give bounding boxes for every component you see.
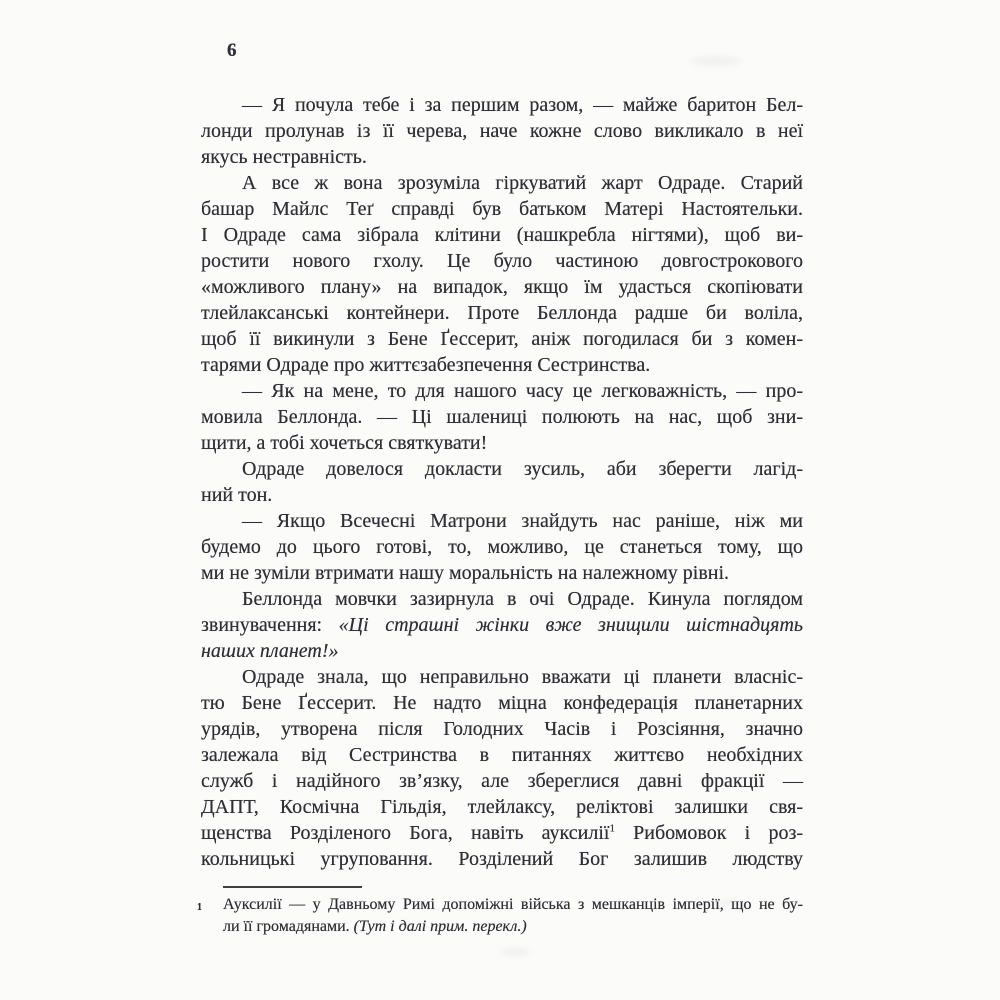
- text-segment: Одраде знала, що неправильно вважати ці планети власніс-: [242, 666, 803, 688]
- text-segment: «Ці страшні жінки вже знищили шістнадцять: [338, 614, 803, 636]
- text-segment: ли її громадянами.: [223, 918, 354, 935]
- paragraph: [201, 92, 803, 170]
- text-segment: ДАПТ, Космічна Гільдія, тлейлаксу, реліктові залишки свя-: [201, 796, 803, 818]
- text-segment: наших планет!»: [201, 640, 339, 662]
- text-line: [201, 690, 803, 716]
- text-line: [201, 352, 803, 378]
- text-segment: якусь нестравність.: [201, 146, 367, 168]
- text-line: [201, 196, 803, 222]
- text-segment: Ауксилії — у Давньому Римі допоміжні війська з мешканців імперії, що не бу-: [223, 896, 803, 913]
- body-text: [201, 92, 803, 872]
- paragraph: [201, 170, 803, 378]
- text-line: [201, 846, 803, 872]
- text-segment: урядів, утворена після Голодних Часів і Розсіяння, значно: [201, 718, 803, 740]
- text-segment: А все ж вона зрозуміла гіркуватий жарт Одраде. Старий: [242, 172, 803, 194]
- text-segment: Рибомовок і роз-: [614, 822, 803, 844]
- text-segment: тлейлаксанські контейнери. Проте Беллонда радше би воліла,: [201, 302, 803, 324]
- text-segment: залежала від Сестринства в питаннях життєво необхідних: [201, 744, 803, 766]
- text-line: [223, 894, 803, 916]
- text-line: [223, 916, 803, 938]
- text-segment: Одраде довелося докласти зусиль, аби зберегти лагід-: [242, 458, 803, 480]
- text-line: [201, 794, 803, 820]
- paragraph: [201, 586, 803, 664]
- text-segment: «можливого плану» на випадок, якщо їм удасться скопіювати: [201, 276, 803, 298]
- text-segment: щенства Розділеного Бога, навіть ауксилії: [201, 822, 610, 844]
- text-segment: щоб її викинули з Бене Ґессерит, аніж погодилася би з комен-: [201, 328, 803, 350]
- text-line: [201, 534, 803, 560]
- footnote-ref: 1: [609, 822, 615, 835]
- text-line: [201, 742, 803, 768]
- text-segment: І Одраде сама зібрала клітини (нашкребла нігтями), щоб ви-: [201, 224, 803, 246]
- text-line: [201, 378, 803, 404]
- text-segment: служб і надійного зв’язку, але збереглися давні фракції —: [201, 770, 803, 792]
- text-segment: тарями Одраде про життєзабезпечення Сестринства.: [201, 354, 651, 376]
- footnote: [197, 894, 803, 938]
- text-line: [201, 170, 803, 196]
- text-segment: башар Майлс Теґ справді був батьком Матері Настоятельки.: [201, 198, 803, 220]
- text-segment: — Як на мене, то для нашого часу це легковажність, — про-: [242, 380, 803, 402]
- paragraph: [201, 664, 803, 872]
- paragraph: [201, 378, 803, 456]
- text-line: [201, 144, 803, 170]
- scan-smudge: [500, 948, 530, 956]
- text-segment: ростити нового гхолу. Це було частиною довгострокового: [201, 250, 803, 272]
- text-line: [201, 222, 803, 248]
- text-segment: щити, а тобі хочеться святкувати!: [201, 432, 488, 454]
- text-segment: кольницькі угруповання. Розділений Бог залишив людству: [201, 848, 803, 870]
- text-segment: тю Бене Ґессерит. Не надто міцна конфедерація планетарних: [201, 692, 803, 714]
- text-line: [201, 248, 803, 274]
- text-segment: мовила Беллонда. — Ці шалениці полюють на нас, щоб зни-: [201, 406, 803, 428]
- text-line: [201, 92, 803, 118]
- page-number: 6: [227, 40, 237, 61]
- text-line: [201, 456, 803, 482]
- text-line: [201, 404, 803, 430]
- text-segment: ми не зуміли втримати нашу моральність на належному рівні.: [201, 562, 730, 584]
- text-line: [201, 300, 803, 326]
- text-line: [201, 586, 803, 612]
- text-line: [201, 638, 803, 664]
- text-line: [201, 326, 803, 352]
- text-line: [201, 716, 803, 742]
- text-line: [201, 508, 803, 534]
- text-segment: ний тон.: [201, 484, 273, 506]
- text-segment: (Тут і далі прим. перекл.): [353, 918, 527, 935]
- text-line: [201, 118, 803, 144]
- text-line: [201, 820, 803, 846]
- paragraph: [201, 456, 803, 508]
- text-segment: Беллонда мовчки зазирнула в очі Одраде. Кинула поглядом: [242, 588, 803, 610]
- text-line: [201, 274, 803, 300]
- text-line: [201, 612, 803, 638]
- text-segment: — Я почула тебе і за першим разом, — майже баритон Бел-: [242, 94, 803, 116]
- footnote-text: [223, 894, 803, 938]
- paragraph: [201, 508, 803, 586]
- text-line: [201, 482, 803, 508]
- footnote-separator: [223, 886, 362, 888]
- text-line: [201, 430, 803, 456]
- text-line: [201, 664, 803, 690]
- scan-smudge: [690, 56, 742, 66]
- text-segment: будемо до цього готові, то, можливо, це станеться тому, що: [201, 536, 803, 558]
- text-line: [201, 560, 803, 586]
- text-segment: — Якщо Всечесні Матрони знайдуть нас раніше, ніж ми: [242, 510, 803, 532]
- text-line: [201, 768, 803, 794]
- text-segment: звинувачення:: [201, 614, 339, 636]
- footnote-marker: 1: [197, 902, 202, 913]
- text-segment: лонди пролунав із її черева, наче кожне слово викликало в неї: [201, 120, 803, 142]
